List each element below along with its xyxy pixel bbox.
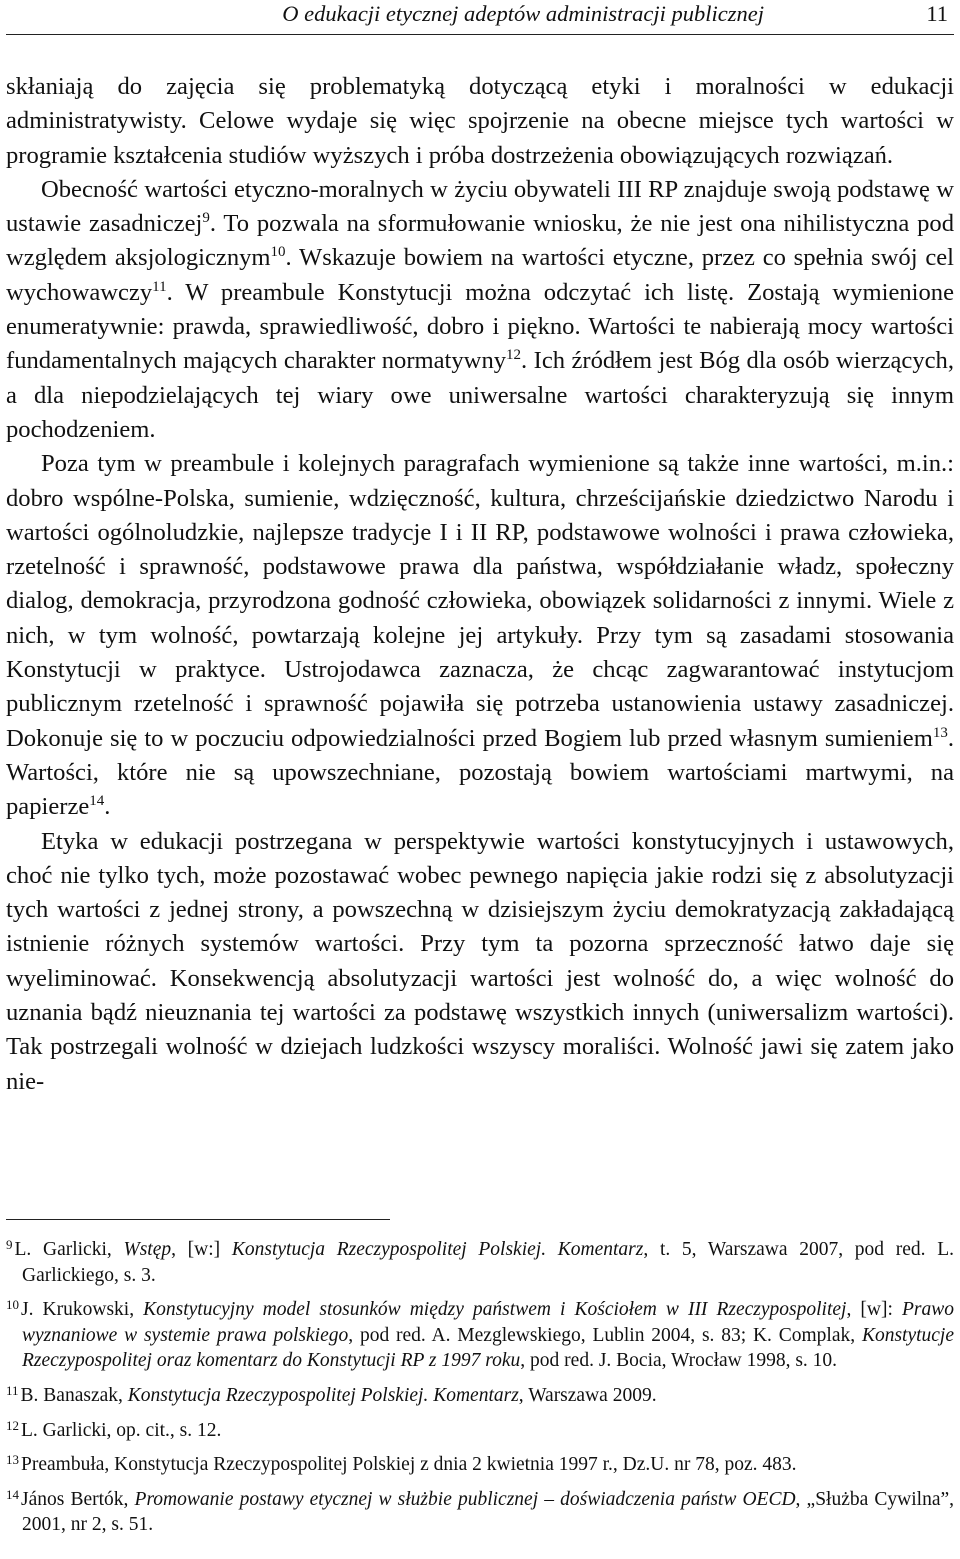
footnote-14	[6, 1482, 954, 1538]
footnote-italic-title: Konstytucyjny model stosunków między państwem i Kościołem w III Rzeczypospolitej	[143, 1299, 847, 1321]
footnote-text: , [w:]	[171, 1239, 232, 1260]
footnote-ref-14[interactable]: 14	[89, 793, 105, 810]
paragraph-2-text: . W preambule Konstytucji można odczytać ich listę. Zostają wymienione enumeratywnie: prawda, sprawiedliwość, dobro i piękno. Wartości te nabierają mocy wartości fundamentalnych mających charakter normatywny	[6, 278, 954, 375]
paragraph-3-text: . Wartości, które nie są upowszechniane, pozostają bowiem wartościami martwymi, na papierze	[6, 724, 954, 821]
footnote-italic-title: Prawo wyznaniowe w systemie prawa polskiego	[22, 1299, 954, 1346]
running-title: O edukacji etycznej adeptów administracji publicznej	[282, 1, 764, 26]
footnote-divider	[6, 1219, 390, 1220]
footnote-11	[6, 1378, 954, 1409]
footnote-text: , t. 5, Warszawa 2007, pod red. L. Garlickiego, s. 3.	[22, 1239, 954, 1286]
footnote-text: , [w]:	[846, 1299, 902, 1321]
footnote-number: 11	[6, 1382, 19, 1398]
paragraph-3-text: .	[104, 793, 111, 821]
footnote-italic-title: Wstęp	[123, 1239, 172, 1260]
main-text	[6, 70, 954, 1099]
footnote-ref-13[interactable]: 13	[932, 724, 948, 741]
paragraph-1: skłaniają do zajęcia się problematyką dotyczącą etyki i moralności w edukacji administratywisty. Celowe wydaje się więc spojrzenie na obecne miejsce tych wartości w programie kształcenia studiów wyższych i próba dostrzeżenia obowiązujących rozwiązań.	[6, 73, 954, 169]
running-header	[6, 0, 954, 35]
paragraph-4: Etyka w edukacji postrzegana w perspektywie wartości konstytucyjnych i ustawowych, choć nie tylko tych, może pozostawać wobec pewnego napięcia jakie rodzi się z absolutyzacji tych wartości z jednej strony, a powszechną w dzisiejszym życiu demokratyzacją zakładającą istnienie różnych systemów wartości. Przy tym ta pozorna sprzeczność łatwo daje się wyeliminować. Konsekwencją absolutyzacji wartości jest wolność do, a więc wolność do uznania bądź nieuznania tej wartości za podstawę wszystkich innych (uniwersalizm wartości). Tak postrzegali wolność w dziejach ludzkości wszyscy moraliści. Wolność jawi się zatem jako nie-	[6, 827, 954, 1095]
footnote-italic-title: Konstytucja Rzeczypospolitej Polskiej. Komentarz	[127, 1384, 519, 1406]
footnote-text: , Warszawa 2009.	[518, 1384, 657, 1406]
paragraph-3	[6, 447, 954, 824]
paragraph-2-text: . To pozwala na sformułowanie wniosku, że nie jest ona nihilistyczna pod względem aksjologicznym	[6, 210, 954, 272]
footnote-italic-title: Konstytucja Rzeczypospolitej Polskiej. Komentarz	[231, 1239, 644, 1260]
footnote-text: J. Krukowski,	[21, 1299, 144, 1321]
footnote-ref-12[interactable]: 12	[506, 347, 522, 364]
footnote-10	[6, 1292, 954, 1374]
footnote-text: , pod red. A. Mezglewskiego, Lublin 2004, s. 83; K. Complak,	[348, 1324, 862, 1346]
footnotes	[6, 1232, 954, 1542]
footnote-13	[6, 1447, 954, 1478]
footnote-12	[6, 1413, 954, 1444]
paragraph-2-text: . Ich źródłem jest Bóg dla osób wierzących, a dla niepodzielających tej wiary owe uniwersalne wartości charakteryzują się innym pochodzeniem.	[6, 347, 954, 443]
footnote-number: 9	[6, 1237, 13, 1252]
paragraph-2	[6, 173, 954, 447]
footnote-number: 14	[6, 1486, 19, 1502]
footnote-number: 13	[6, 1452, 19, 1468]
footnote-number: 10	[6, 1297, 19, 1313]
footnote-text: L. Garlicki, op. cit., s. 12.	[21, 1419, 222, 1441]
footnote-text: , „Służba Cywilna”, 2001, nr 2, s. 51.	[22, 1488, 955, 1536]
footnote-ref-11[interactable]: 11	[152, 278, 167, 295]
footnote-italic-title: Promowanie postawy etycznej w służbie publicznej – doświadczenia państw OECD	[134, 1488, 796, 1510]
paragraph-2-text: . Wskazuje bowiem na wartości etyczne, przez co spełnia swój cel wychowawczy	[6, 244, 954, 306]
footnote-text: B. Banaszak,	[20, 1384, 128, 1406]
footnote-ref-9[interactable]: 9	[202, 210, 210, 227]
footnote-ref-10[interactable]: 10	[270, 244, 286, 261]
footnote-text: L. Garlicki,	[14, 1239, 124, 1260]
paragraph-3-text: Poza tym w preambule i kolejnych paragrafach wymienione są także inne wartości, m.in.: dobro wspólne-Polska, sumienie, wdzięczność, kultura, chrześcijańskie dziedzictwo Narodu i wartości ogólnoludzkie, najlepsze tradycje I i II RP, podstawowe wolności i prawa człowieka, rzetelność i sprawność, podstawowe prawa dla państwa, współdziałanie władz, społeczny dialog, demokracja, przyrodzona godność człowieka, obowiązek solidarności z innymi. Wiele z nich, w tym wolność, powtarzają kolejne jej artykuły. Przy tym są zasadami stosowania Konstytucji w praktyce. Ustrojodawca zaznacza, że chcąc zagwarantować instytucjom publicznym rzetelność i sprawność pojawiła się potrzeba ustanowienia ustawy zasadniczej. Dokonuje się to w poczuciu odpowiedzialności przed Bogiem lub przed własnym sumieniem	[6, 450, 954, 752]
footnote-italic-title: Konstytucje Rzeczypospolitej oraz komentarz do Konstytucji RP z 1997 roku	[22, 1324, 955, 1372]
footnote-text: János Bertók,	[21, 1488, 135, 1510]
footnote-text: Preambuła, Konstytucja Rzeczypospolitej Polskiej z dnia 2 kwietnia 1997 r., Dz.U. nr 78, poz. 483.	[21, 1454, 797, 1476]
page-number: 11	[926, 1, 948, 26]
footnote-text: , pod red. J. Bocia, Wrocław 1998, s. 10.	[520, 1350, 838, 1372]
footnote-number: 12	[6, 1417, 19, 1433]
footnote-9	[6, 1232, 954, 1288]
paragraph-2-text: Obecność wartości etyczno-moralnych w życiu obywateli III RP znajduje swoją podstawę w ustawie zasadniczej	[6, 175, 954, 238]
